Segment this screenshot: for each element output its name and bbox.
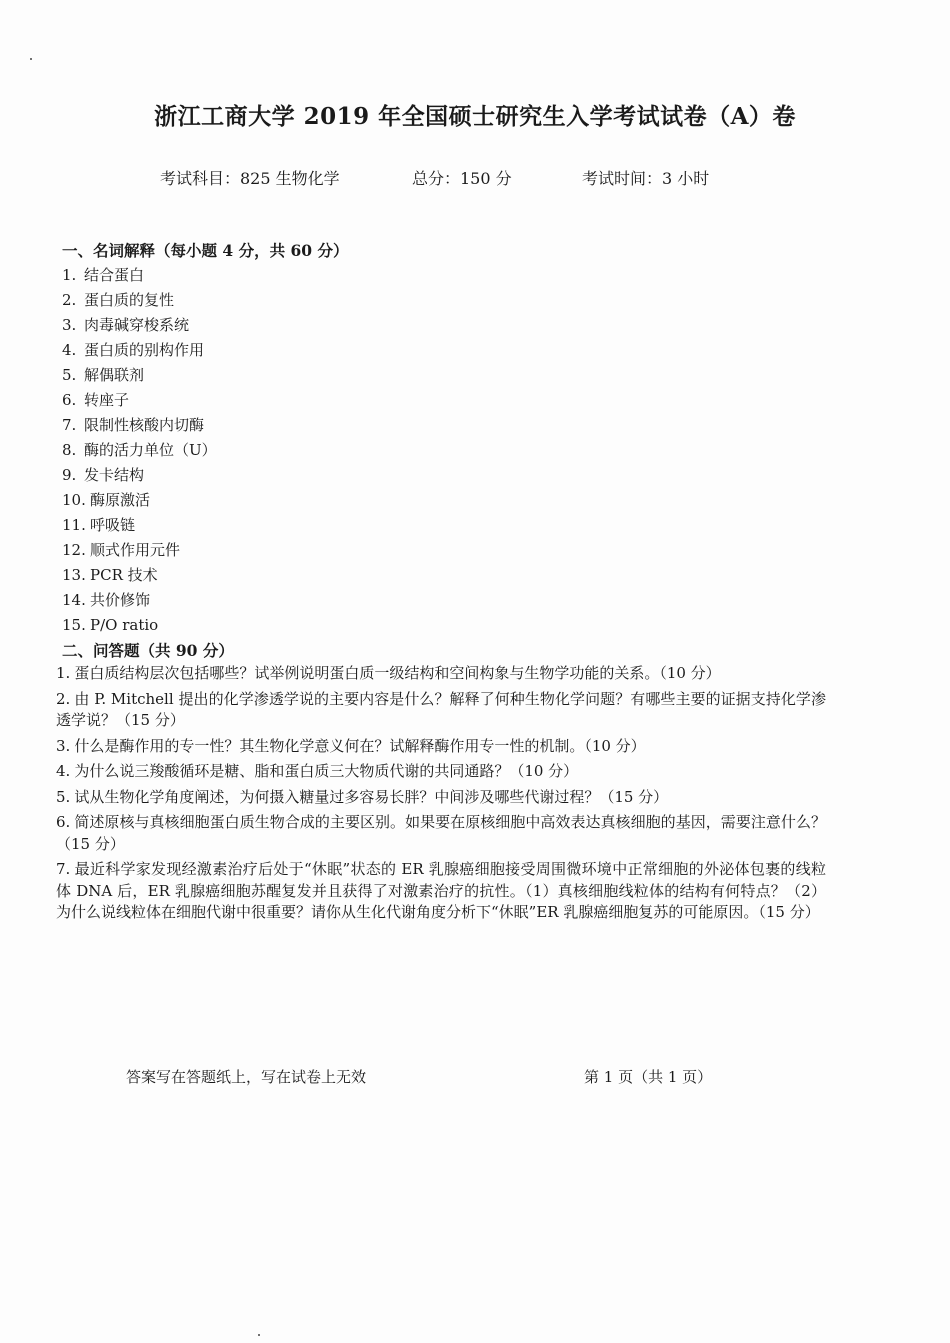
question-text: 由 P. Mitchell 提出的化学渗透学说的主要内容是什么？解释了何种生物化学问题？有哪些主要的证据支持化学渗透学说？（15 分）: [56, 689, 826, 729]
scan-speck: [30, 58, 32, 60]
question-number: 5.: [56, 787, 71, 806]
term-item: [62, 313, 826, 338]
term-text: 顺式作用元件: [90, 541, 181, 559]
term-item: [62, 538, 826, 563]
question-number: 6.: [56, 813, 71, 831]
term-number: 7.: [62, 416, 77, 434]
section2-heading: 二、问答题（共 90 分）: [62, 641, 234, 660]
question-item: [56, 761, 826, 783]
term-text: PCR 技术: [90, 566, 158, 584]
footer-note: 答案写在答题纸上，写在试卷上无效: [126, 1068, 367, 1086]
term-number: 1.: [62, 266, 77, 284]
term-item: [62, 513, 826, 538]
term-text: 酶原激活: [90, 491, 151, 509]
term-item: [62, 613, 826, 638]
question-item: [56, 736, 826, 758]
term-text: 酶的活力单位（U）: [84, 441, 217, 459]
term-item: [62, 288, 826, 313]
exam-duration: 考试时间：3 小时: [582, 169, 710, 188]
term-text: 蛋白质的复性: [84, 291, 175, 309]
term-text: 呼吸链: [90, 516, 136, 534]
question-number: 1.: [56, 664, 71, 682]
question-text: 最近科学家发现经激素治疗后处于“休眠”状态的 ER 乳腺癌细胞接受周围微环境中正常细胞的外泌体包裹的线粒体 DNA 后，ER 乳腺癌细胞苏醒复发并且获得了对激素治疗的抗性。（1）真核细胞线粒体的结构有何特点？（2）为什么说线粒体在细胞代谢中很重要？请你从生化代谢角度分析下“休眠”ER 乳腺癌细胞复苏的可能原因。（15 分）: [56, 860, 826, 921]
exam-subject: 考试科目：825 生物化学: [160, 169, 340, 188]
page-number: 第 1 页（共 1 页）: [584, 1068, 713, 1086]
scan-speck: [258, 1334, 260, 1336]
term-text: 共价修饰: [90, 591, 151, 609]
term-item: [62, 263, 826, 288]
term-number: 4.: [62, 341, 77, 359]
question-number: 7.: [56, 860, 71, 878]
term-text: 转座子: [84, 391, 130, 409]
exam-total-score: 总分：150 分: [412, 169, 512, 188]
term-text: 限制性核酸内切酶: [84, 416, 205, 434]
exam-content: [56, 238, 826, 928]
term-text: 发卡结构: [84, 466, 145, 484]
question-item: [56, 812, 826, 855]
term-number: 6.: [62, 391, 77, 409]
term-item: [62, 488, 826, 513]
term-item: [62, 338, 826, 363]
term-number: 2.: [62, 291, 77, 309]
term-number: 12.: [62, 541, 86, 559]
term-item: [62, 563, 826, 588]
term-number: 9.: [62, 466, 77, 484]
question-text: 试从生物化学角度阐述，为何摄入糖量过多容易长胖？中间涉及哪些代谢过程？（15 分）: [74, 787, 669, 806]
question-item: [56, 859, 826, 924]
term-number: 3.: [62, 316, 77, 334]
term-number: 13.: [62, 566, 86, 584]
exam-title: 浙江工商大学 2019 年全国硕士研究生入学考试试卷（A）卷: [154, 103, 796, 130]
term-text: 解偶联剂: [84, 366, 145, 384]
term-text: 肉毒碱穿梭系统: [84, 316, 190, 334]
question-text: 什么是酶作用的专一性？其生物化学意义何在？试解释酶作用专一性的机制。（10 分）: [74, 736, 646, 755]
section1-heading: 一、名词解释（每小题 4 分，共 60 分）: [62, 241, 349, 260]
term-item: [62, 363, 826, 388]
question-text: 简述原核与真核细胞蛋白质生物合成的主要区别。如果要在原核细胞中高效表达真核细胞的基因，需要注意什么？（15 分）: [56, 813, 826, 853]
term-item: [62, 413, 826, 438]
question-number: 2.: [56, 689, 71, 708]
question-text: 为什么说三羧酸循环是糖、脂和蛋白质三大物质代谢的共同通路？（10 分）: [74, 762, 579, 780]
question-text: 蛋白质结构层次包括哪些？试举例说明蛋白质一级结构和空间构象与生物学功能的关系。（10 分）: [74, 664, 721, 682]
term-number: 8.: [62, 441, 77, 459]
question-number: 4.: [56, 762, 71, 780]
term-number: 11.: [62, 516, 86, 534]
term-text: P/O ratio: [90, 616, 159, 634]
term-item: [62, 388, 826, 413]
question-number: 3.: [56, 736, 71, 755]
term-text: 蛋白质的别构作用: [84, 341, 205, 359]
term-number: 14.: [62, 591, 86, 609]
term-item: [62, 438, 826, 463]
term-number: 15.: [62, 616, 86, 634]
term-text: 结合蛋白: [84, 266, 145, 284]
term-item: [62, 588, 826, 613]
term-number: 10.: [62, 491, 86, 509]
term-item: [62, 463, 826, 488]
question-item: [56, 689, 826, 732]
question-item: [56, 663, 826, 685]
term-number: 5.: [62, 366, 77, 384]
question-item: [56, 787, 826, 809]
